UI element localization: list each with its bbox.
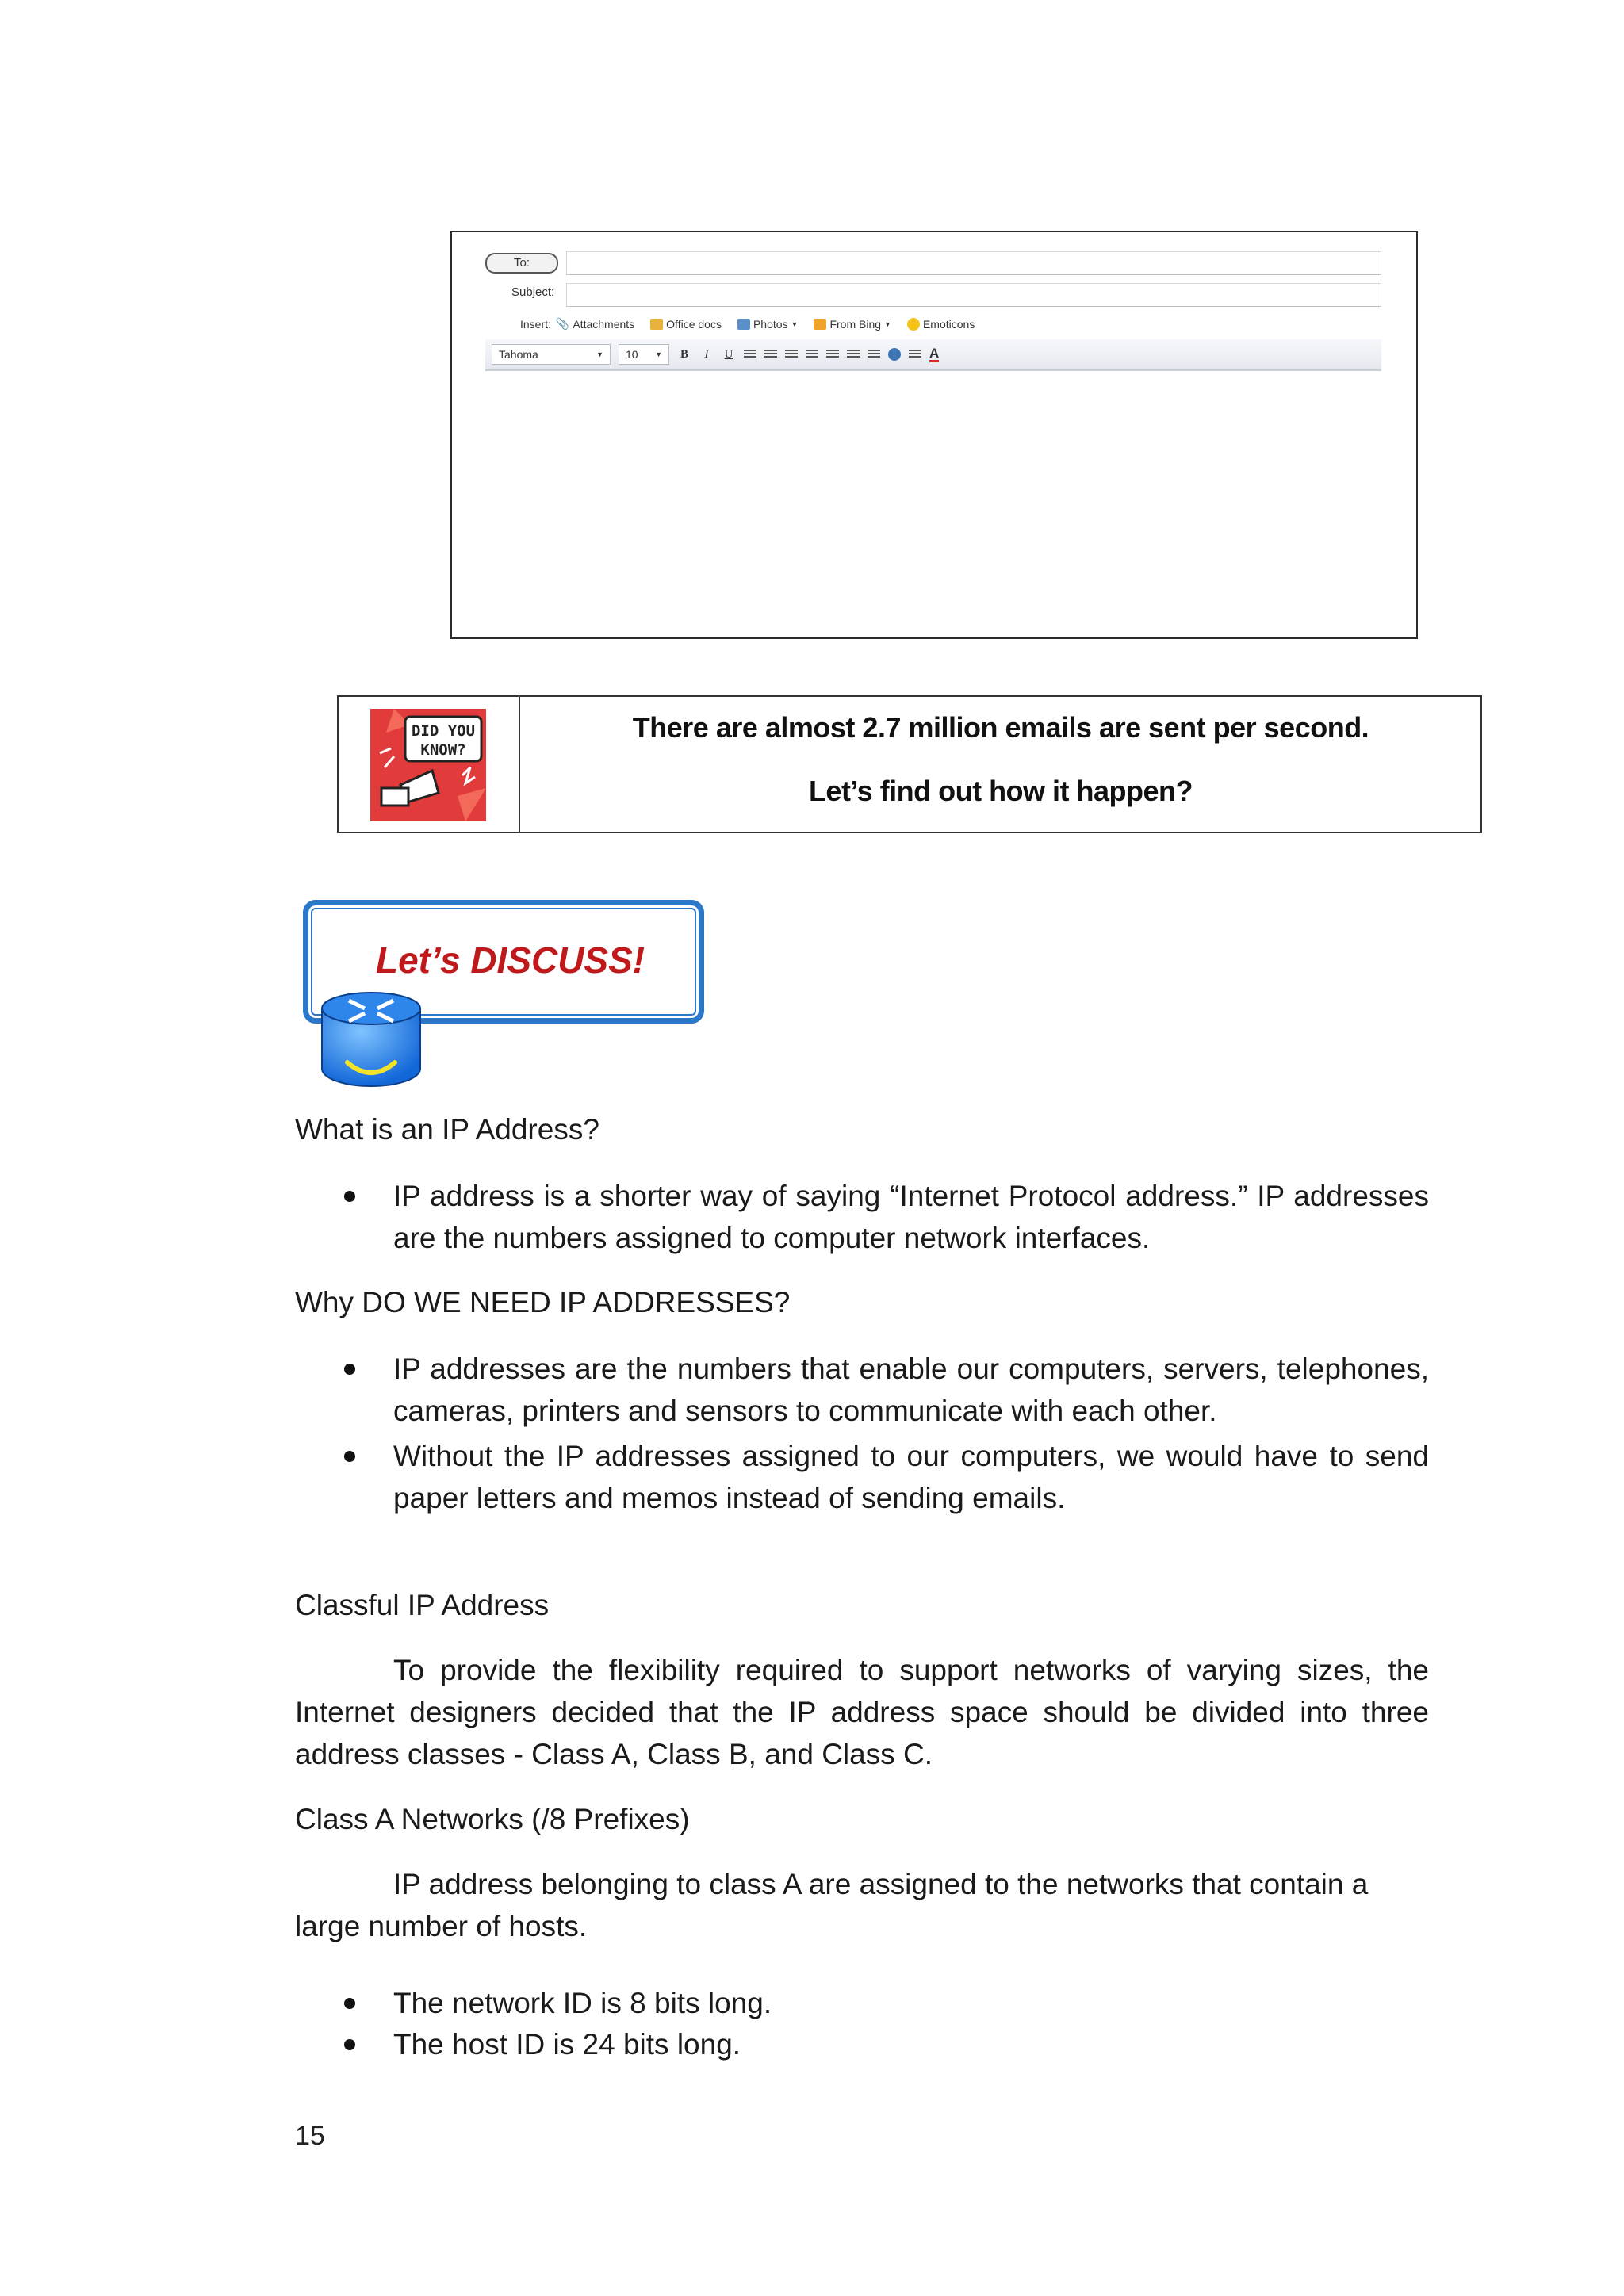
paragraph-class-a: IP address belonging to class A are assigned to the networks that contain a large number of hosts. — [295, 1868, 1369, 1942]
attachments-button[interactable] — [556, 317, 634, 331]
lets-discuss-title: Let’s DISCUSS! — [376, 939, 645, 981]
subject-label: Subject: — [511, 285, 555, 299]
font-select[interactable] — [492, 344, 611, 365]
format-toolbar — [485, 339, 1381, 371]
email-compose-screenshot — [450, 231, 1418, 639]
italic-button[interactable]: I — [704, 347, 709, 361]
heading-what-is-ip: What is an IP Address? — [295, 1113, 599, 1146]
align-right-icon[interactable] — [785, 350, 798, 359]
list-item: The network ID is 8 bits long. — [393, 1987, 772, 2019]
router-mascot-icon — [317, 989, 425, 1096]
bing-icon — [814, 319, 826, 330]
office-docs-button[interactable] — [650, 318, 722, 331]
font-color-button[interactable]: A — [929, 345, 940, 361]
paperclip-icon: 📎 — [555, 317, 570, 330]
list-item: Without the IP addresses assigned to our computers, we would have to send paper letters and memos instead of sending emails. — [393, 1440, 1429, 1514]
decrease-indent-icon[interactable] — [847, 350, 860, 359]
from-bing-button[interactable] — [814, 318, 891, 331]
chevron-down-icon: ▼ — [596, 350, 603, 358]
bulleted-list-icon[interactable] — [826, 350, 839, 359]
smiley-icon — [907, 318, 920, 331]
emoticons-label: Emoticons — [922, 317, 975, 331]
list-item: The host ID is 24 bits long. — [393, 2028, 741, 2061]
bullet — [344, 1998, 355, 2009]
font-size-value: 10 — [626, 348, 638, 361]
did-you-know-image-text: DID YOU KNOW? — [411, 722, 476, 759]
list-item: IP addresses are the numbers that enable our computers, servers, telephones, cameras, printers and sensors to communicate with each other. — [393, 1353, 1429, 1427]
heading-class-a: Class A Networks (/8 Prefixes) — [295, 1803, 690, 1835]
numbered-list-icon[interactable] — [806, 350, 818, 359]
increase-indent-icon[interactable] — [868, 350, 880, 359]
heading-classful-ip: Classful IP Address — [295, 1589, 550, 1621]
did-you-know-line-1: There are almost 2.7 million emails are sent per second. — [632, 711, 1369, 744]
emoticons-button[interactable] — [907, 318, 975, 331]
bold-button[interactable]: B — [680, 347, 688, 361]
did-you-know-line-2: Let’s find out how it happen? — [808, 775, 1193, 807]
bullet — [344, 1191, 355, 1202]
highlight-icon[interactable] — [909, 350, 921, 359]
office-docs-label: Office docs — [666, 317, 722, 331]
from-bing-label: From Bing — [829, 317, 882, 331]
heading-why-ip: Why DO WE NEED IP ADDRESSES? — [295, 1286, 791, 1318]
photos-icon — [737, 319, 750, 330]
list-item: IP address is a shorter way of saying “Internet Protocol address.” IP addresses are the numbers assigned to computer network interfaces. — [393, 1180, 1429, 1254]
table-divider — [519, 697, 520, 832]
bullet — [344, 1364, 355, 1375]
bullet — [344, 1451, 355, 1462]
align-left-icon[interactable] — [744, 350, 756, 359]
font-size-select[interactable] — [619, 344, 669, 365]
chevron-down-icon: ▼ — [655, 350, 662, 358]
insert-link-icon[interactable] — [888, 348, 901, 361]
insert-bar — [520, 317, 986, 331]
page-number: 15 — [295, 2121, 325, 2151]
did-you-know-image — [370, 709, 486, 821]
attachments-label: Attachments — [573, 317, 635, 331]
subject-field[interactable] — [566, 283, 1381, 307]
underline-button[interactable]: U — [724, 347, 733, 361]
photos-button[interactable] — [737, 318, 799, 331]
photos-label: Photos — [753, 317, 788, 331]
font-select-value: Tahoma — [499, 348, 538, 361]
dropdown-arrow-icon: ▼ — [791, 320, 799, 328]
insert-label: Insert: — [520, 317, 551, 331]
to-field[interactable] — [566, 251, 1381, 275]
align-center-icon[interactable] — [764, 350, 777, 359]
did-you-know-box — [337, 695, 1482, 833]
to-button[interactable]: To: — [485, 253, 558, 274]
office-docs-icon — [650, 319, 663, 330]
bullet — [344, 2039, 355, 2050]
dropdown-arrow-icon: ▼ — [884, 320, 891, 328]
paragraph-classful: To provide the flexibility required to support networks of varying sizes, the Internet designers decided that the IP address space should be divided into three address classes - Class A, Class B, and Class C. — [295, 1654, 1429, 1770]
